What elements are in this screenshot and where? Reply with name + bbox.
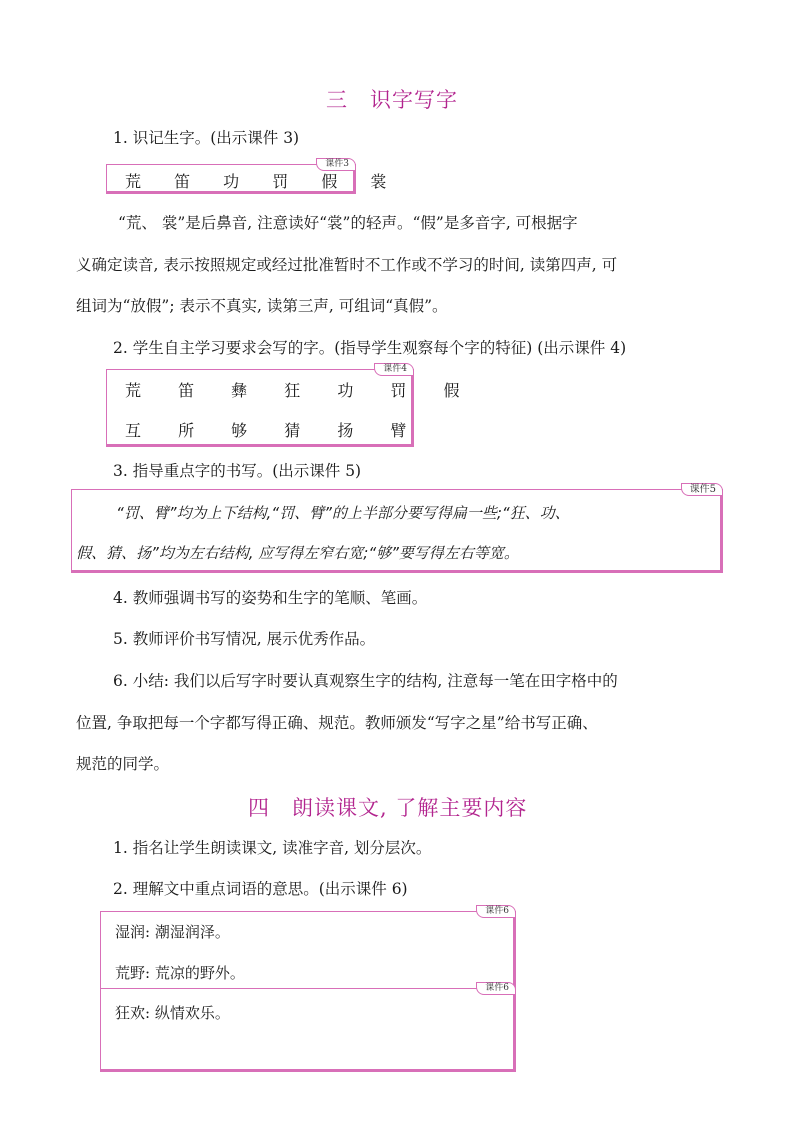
new-characters-1: 荒 笛 功 罚 假 裳: [125, 172, 401, 191]
gloss-revelry: 狂欢: 纵情欢乐。: [115, 1004, 230, 1022]
gloss-wet: 湿润: 潮湿润泽。: [115, 923, 230, 941]
writing-guide-line-2: 假、猜、扬”均为左右结构, 应写得左窄右宽;“够”要写得左右等宽。: [76, 544, 519, 562]
courseware-tag-2: 课件4: [374, 363, 414, 376]
writing-guide-line-1: “罚、臂”均为上下结构,“罚、臂”的上半部分要写得扁一些;“狂、功、: [116, 504, 570, 522]
paragraph-1-line-1: “荒、 裳”是后鼻音, 注意读好“裳”的轻声。“假”是多音字, 可根据字: [118, 214, 578, 232]
paragraph-1-line-3: 组词为“放假”; 表示不真实, 读第三声, 可组词“真假”。: [76, 297, 448, 315]
courseware-box-1: [106, 159, 401, 194]
write-characters-row-2: 互 所 够 猜 扬 臂: [125, 421, 423, 440]
courseware-box-5: [100, 983, 516, 1072]
item-6-line-1: 6. 小结: 我们以后写字时要认真观察生字的结构, 注意每一笔在田字格中的: [113, 672, 618, 690]
item-6-line-3: 规范的同学。: [76, 755, 170, 773]
section4-item-2: 2. 理解文中重点词语的意思。(出示课件 6): [113, 880, 408, 898]
item-1: 1. 识记生字。(出示课件 3): [113, 129, 300, 147]
write-characters-row-1: 荒 笛 彝 狂 功 罚 假: [125, 381, 476, 400]
section-heading-4: 四 朗读课文, 了解主要内容: [248, 796, 528, 820]
courseware-box-3: [71, 484, 723, 573]
courseware-tag-3: 课件5: [681, 483, 723, 496]
courseware-tag-4: 课件6: [476, 905, 516, 918]
item-2: 2. 学生自主学习要求会写的字。(指导学生观察每个字的特征) (出示课件 4): [113, 339, 627, 357]
item-4: 4. 教师强调书写的姿势和生字的笔顺、笔画。: [113, 589, 428, 607]
courseware-tag-5: 课件6: [476, 982, 516, 995]
item-3: 3. 指导重点字的书写。(出示课件 5): [113, 462, 362, 480]
paragraph-1-line-2: 义确定读音, 表示按照规定或经过批准暂时不工作或不学习的时间, 读第四声, 可: [76, 256, 618, 274]
item-6-line-2: 位置, 争取把每一个字都写得正确、规范。教师颁发“写字之星”给书写正确、: [76, 714, 598, 732]
courseware-box-2: [106, 364, 476, 447]
section-heading-3: 三 识字写字: [326, 88, 458, 112]
item-5: 5. 教师评价书写情况, 展示优秀作品。: [113, 630, 376, 648]
gloss-wilderness: 荒野: 荒凉的野外。: [115, 964, 245, 982]
section4-item-1: 1. 指名让学生朗读课文, 读准字音, 划分层次。: [113, 839, 432, 857]
courseware-tag-1: 课件3: [316, 158, 356, 171]
courseware-box-4: [100, 906, 516, 991]
